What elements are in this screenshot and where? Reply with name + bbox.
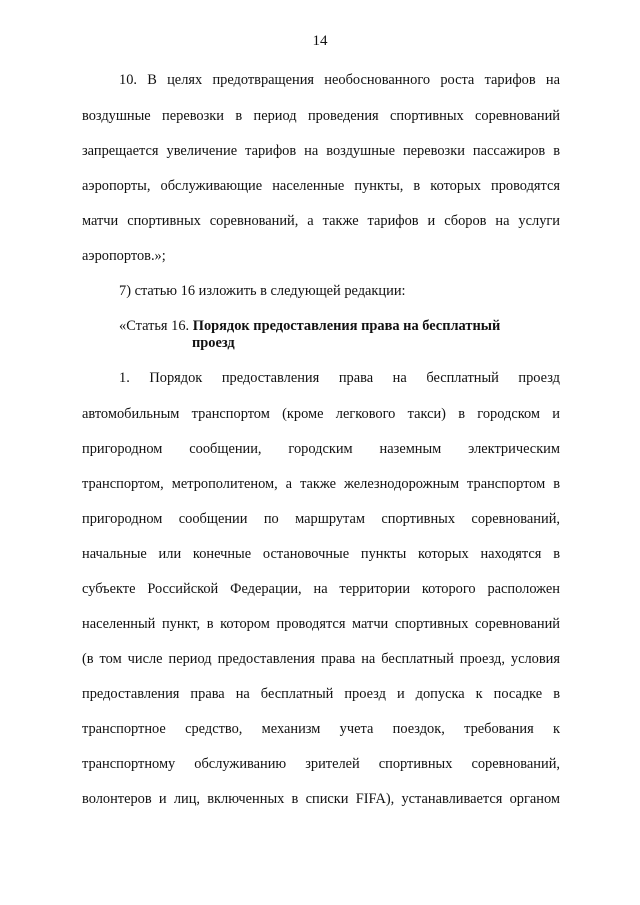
paragraph-10-line-1: 10. В целях предотвращения необоснованного роста тарифов на [119, 72, 560, 88]
paragraph-1-line-3: пригородном сообщении, городским наземным электрическим [82, 441, 560, 457]
paragraph-1-line-4: транспортом, метрополитеном, а также железнодорожным транспортом в [82, 476, 560, 492]
paragraph-10-line-6: аэропортов.»; [82, 248, 166, 264]
paragraph-1-line-2: автомобильным транспортом (кроме легкового такси) в городском и [82, 406, 560, 422]
paragraph-1-line-6: начальные или конечные остановочные пункты которых находятся в [82, 546, 560, 562]
item-7-text: 7) статью 16 изложить в следующей редакции: [119, 283, 406, 299]
paragraph-10-line-4: аэропорты, обслуживающие населенные пункты, в которых проводятся [82, 178, 560, 194]
paragraph-1-line-13: волонтеров и лиц, включенных в списки FIFA), устанавливается органом [82, 791, 560, 807]
article-title-line-1: Порядок предоставления права на бесплатный [192, 318, 501, 334]
paragraph-10-line-2: воздушные перевозки в период проведения спортивных соревнований [82, 108, 560, 124]
paragraph-1-line-1: 1. Порядок предоставления права на бесплатный проезд [119, 370, 560, 386]
paragraph-1-line-5: пригородном сообщении по маршрутам спортивных соревнований, [82, 511, 560, 527]
article-title-line-2: проезд [192, 335, 235, 351]
paragraph-1-line-7: субъекте Российской Федерации, на территории которого расположен [82, 581, 560, 597]
paragraph-1-line-8: населенный пункт, в котором проводятся матчи спортивных соревнований [82, 616, 560, 632]
paragraph-10-line-3: запрещается увеличение тарифов на воздушные перевозки пассажиров в [82, 143, 560, 159]
paragraph-1-line-11: транспортное средство, механизм учета поездок, требования к [82, 721, 560, 737]
article-heading [119, 317, 500, 335]
paragraph-1-line-12: транспортному обслуживанию зрителей спортивных соревнований, [82, 756, 560, 772]
paragraph-10-line-5: матчи спортивных соревнований, а также тарифов и сборов на услуги [82, 213, 560, 229]
article-prefix: «Статья 16. [119, 318, 193, 334]
page-number: 14 [312, 33, 328, 49]
paragraph-1-line-10: предоставления права на бесплатный проезд и допуска к посадке в [82, 686, 560, 702]
paragraph-1-line-9: (в том числе период предоставления права на бесплатный проезд, условия [82, 651, 560, 667]
